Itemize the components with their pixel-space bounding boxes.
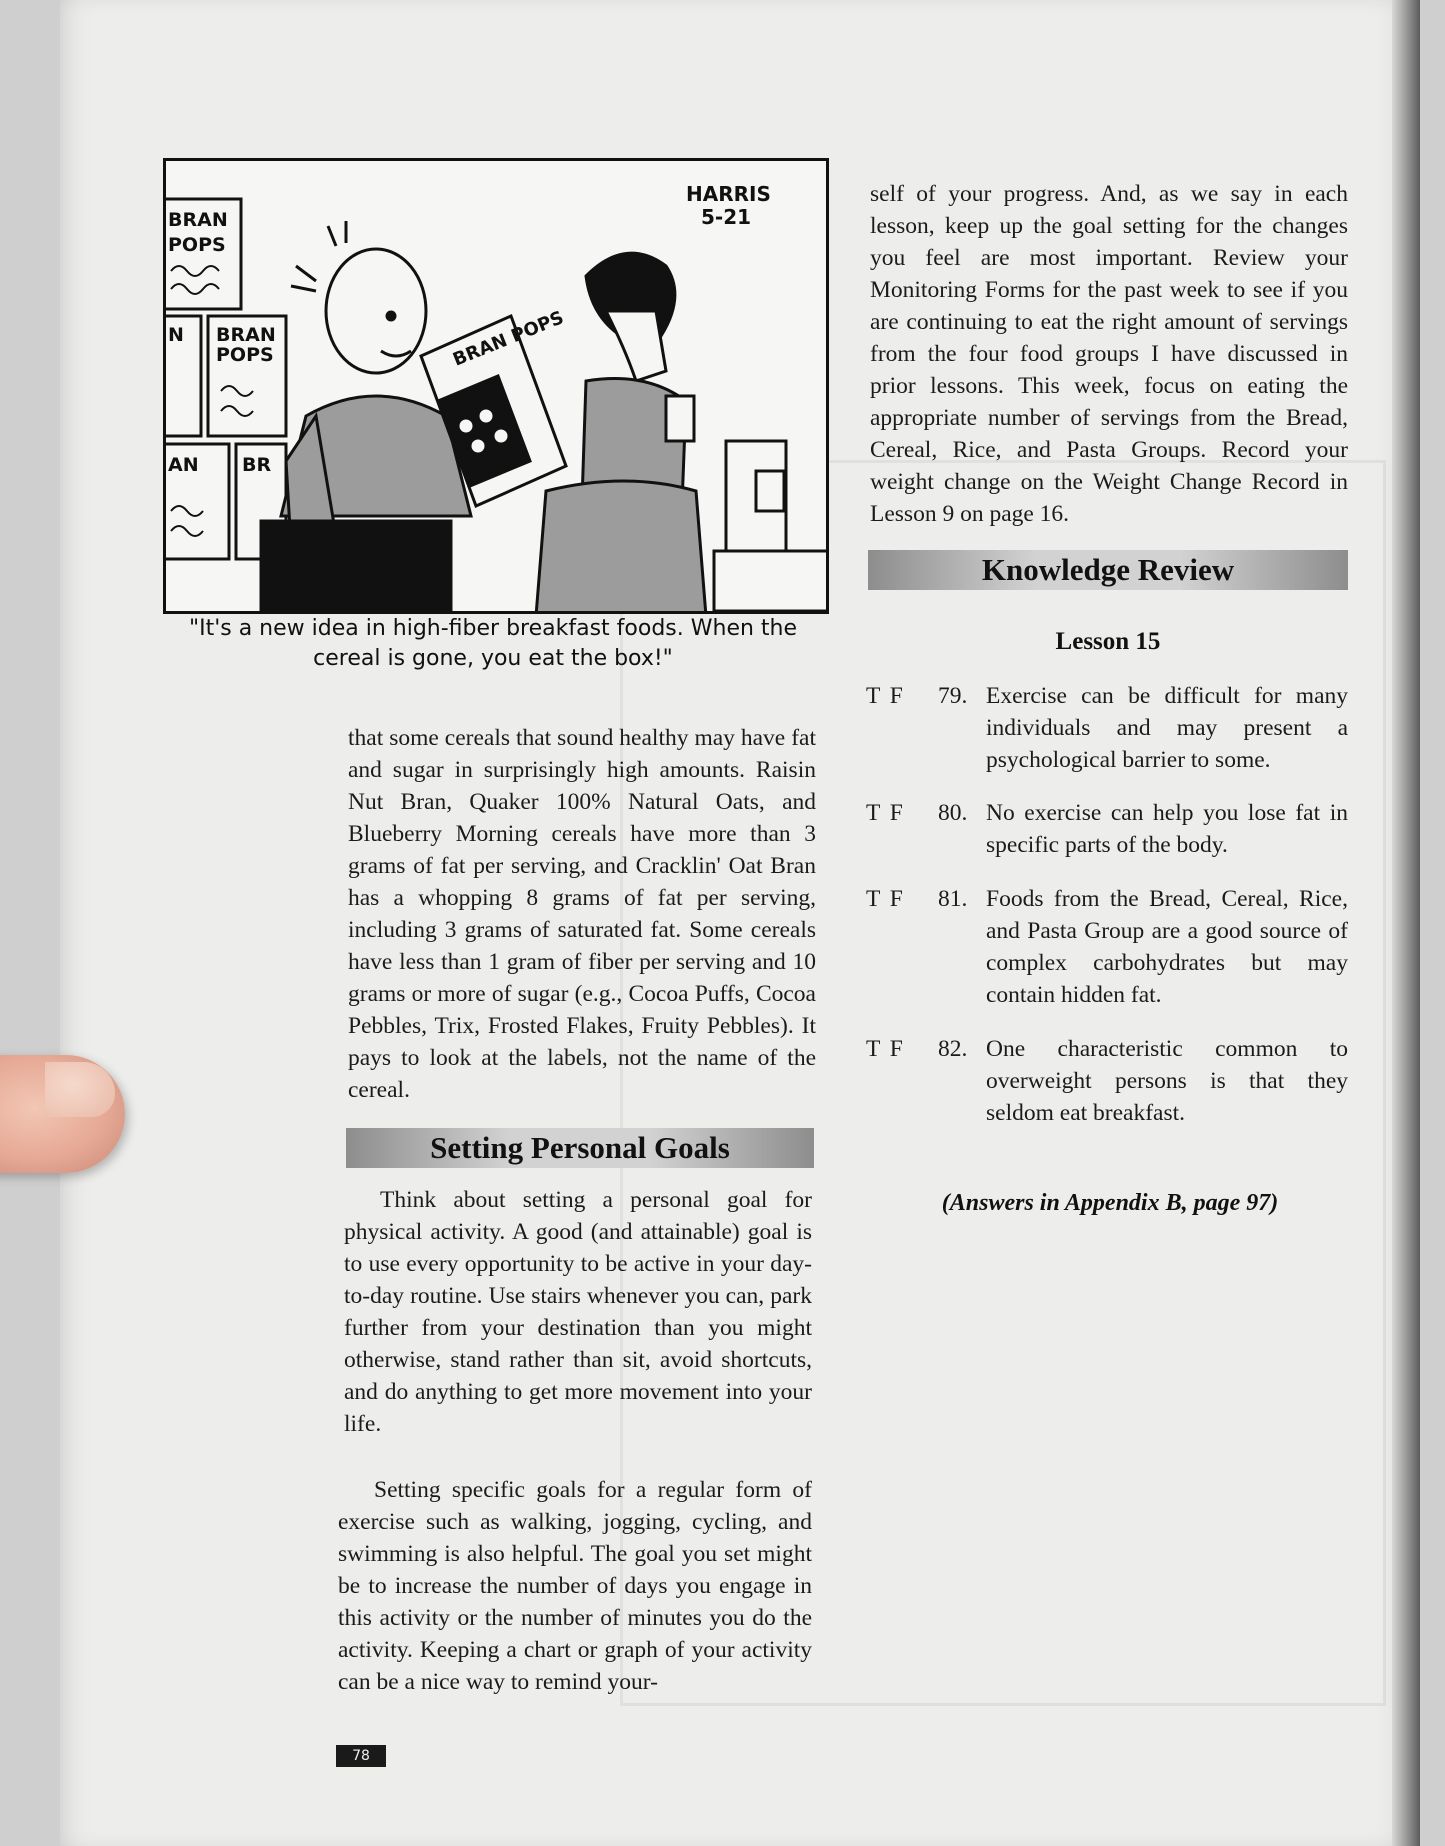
true-false-marker[interactable]: T F xyxy=(866,800,905,826)
shelf-label-3: N xyxy=(168,324,184,346)
fingernail xyxy=(45,1062,115,1117)
progress-paragraph xyxy=(870,178,1348,530)
comic-signature: HARRIS xyxy=(686,182,771,206)
cereal-fact-paragraph xyxy=(348,722,816,1106)
comic-drawing xyxy=(166,161,826,611)
shelf-label-6: AN xyxy=(168,454,199,476)
question-number: 80. xyxy=(938,800,968,826)
question-number: 82. xyxy=(938,1036,968,1062)
shelf-label-5: POPS xyxy=(216,344,274,366)
comic-illustration xyxy=(163,158,829,614)
question-statement: Exercise can be difficult for many individuals and may present a psychological barrier to some. xyxy=(986,683,1348,773)
true-false-marker[interactable]: T F xyxy=(866,1036,905,1062)
setting-goals-heading: Setting Personal Goals xyxy=(346,1128,814,1168)
progress-text: self of your progress. And, as we say in each lesson, keep up the goal setting for the changes you feel are most important. Review your Monitoring Forms for the past week to see if you are continuing to eat the right amount of servings from the four food groups I have discussed in prior lessons. This week, focus on eating the appropriate number of servings from the Bread, Cereal, Rice, and Pasta Groups. Record your weight change on the Weight Change Record in Lesson 9 on page 16. xyxy=(870,181,1348,527)
shelf-label-7: BR xyxy=(242,454,272,476)
goal-text-1: Think about setting a personal goal for physical activity. A good (and attainable) goal is to use every opportunity to be active in your day-to-day routine. Use stairs whenever you can, park further from your destination than you might otherwise, stand rather than sit, avoid shortcuts, and do anything to get more movement into your life. xyxy=(344,1187,812,1437)
goal-text-2: Setting specific goals for a regular form of exercise such as walking, jogging, cycling, and swimming is also helpful. The goal you set might be to increase the number of days you engage in this activity or the number of minutes you do the activity. Keeping a chart or graph of your activity can be a nice way to remind your- xyxy=(338,1477,812,1695)
true-false-marker[interactable]: T F xyxy=(866,886,905,912)
question-statement: No exercise can help you lose fat in specific parts of the body. xyxy=(986,800,1348,858)
question-number: 79. xyxy=(938,683,968,709)
quiz-item-82 xyxy=(866,1033,1348,1133)
page-number: 78 xyxy=(336,1745,386,1767)
comic-date: 5-21 xyxy=(701,205,752,229)
shelf-label-4: BRAN xyxy=(216,324,276,346)
shelf-label-2: POPS xyxy=(168,234,226,256)
cereal-fact-text: that some cereals that sound healthy may have fat and sugar in surprisingly high amounts. Raisin Nut Bran, Quaker 100% Natural Oats, and Blueberry Morning cereals have more than 3 grams of fat per serving, and Cracklin' Oat Bran has a whopping 8 grams of fat per serving, including 3 grams of saturated fat. Some cereals have less than 1 gram of fiber per serving and 10 grams or more of sugar (e.g., Cocoa Puffs, Cocoa Pebbles, Trix, Frosted Flakes, Fruity Pebbles). It pays to look at the labels, not the name of the cereal. xyxy=(348,725,816,1103)
goal-paragraph-2 xyxy=(338,1474,812,1698)
book-spine xyxy=(1392,0,1420,1846)
quiz-item-81 xyxy=(866,883,1348,1013)
quiz-item-80 xyxy=(866,797,1348,867)
quiz-item-79 xyxy=(866,680,1348,780)
answers-note: (Answers in Appendix B, page 97) xyxy=(941,1190,1279,1216)
question-statement: Foods from the Bread, Cereal, Rice, and Pasta Group are a good source of complex carbohydrates but may contain hidden fat. xyxy=(986,886,1348,1008)
true-false-marker[interactable]: T F xyxy=(866,683,905,709)
lesson-title: Lesson 15 xyxy=(1055,628,1161,655)
held-box-label: BRAN POPS xyxy=(450,307,567,371)
question-number: 81. xyxy=(938,886,968,912)
goal-paragraph-1 xyxy=(344,1184,812,1440)
knowledge-review-heading: Knowledge Review xyxy=(868,550,1348,590)
shelf-label-1: BRAN xyxy=(168,209,228,231)
comic-caption: "It's a new idea in high-fiber breakfast foods. When the cereal is gone, you eat the box!" xyxy=(188,616,798,671)
question-statement: One characteristic common to overweight persons is that they seldom eat breakfast. xyxy=(986,1036,1348,1126)
